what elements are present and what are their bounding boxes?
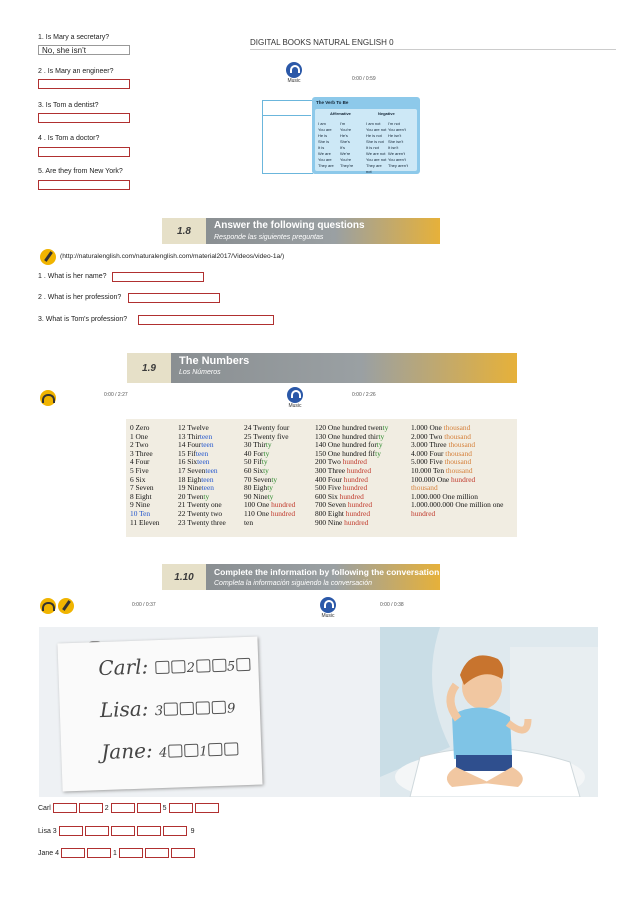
pencil-icon — [40, 249, 56, 265]
verb-table-cell: She is not — [366, 139, 384, 144]
profile-answer-2[interactable] — [128, 293, 220, 303]
number-entry: 2.000 Two thousand — [411, 431, 471, 441]
profile-answer-1[interactable] — [112, 272, 204, 282]
number-entry: 23 Twenty three — [178, 517, 226, 527]
number-entry: 10.000 Ten thousand — [411, 465, 473, 475]
number-entry: 7 Seven — [130, 483, 154, 493]
verb-table-cell: You are not — [366, 127, 387, 132]
question-4-answer[interactable] — [38, 147, 130, 157]
verb-table-cell: You aren't — [388, 127, 406, 132]
number-entry: 50 Fifty — [244, 457, 268, 467]
number-entry: 60 Sixty — [244, 465, 269, 475]
number-entry: 400 Four hundred — [315, 474, 368, 484]
verb-table-cell: They're — [340, 163, 354, 168]
verb-table-cell: I'm — [340, 121, 346, 126]
music-icon — [286, 62, 302, 78]
question-4-label: 4 . Is Tom a doctor? — [38, 135, 100, 142]
digit-box[interactable] — [111, 826, 135, 836]
question-3-answer[interactable] — [38, 113, 130, 123]
number-entry: 500 Five hundred — [315, 483, 368, 493]
verb-table-cell: They aren't — [388, 163, 408, 168]
section-title: Answer the following questions — [214, 220, 365, 231]
verb-table-cell: He is not — [366, 133, 382, 138]
verb-table-cell: It isn't — [388, 145, 399, 150]
fill-row-carl: Carl 2 5 — [38, 803, 221, 813]
fill-row-lisa: Lisa 3 9 — [38, 827, 195, 835]
number-entry: 25 Twenty five — [244, 431, 289, 441]
music-icon — [287, 387, 303, 403]
section-subtitle: Los Números — [179, 369, 221, 376]
verb-table-cell: We are not — [366, 151, 386, 156]
number-entry: 100 One hundred — [244, 500, 296, 510]
section-number: 1.10 — [162, 564, 206, 590]
verb-table-cell: You're — [340, 157, 352, 162]
number-entry: 12 Twelve — [178, 423, 209, 432]
audio-time-right: 0:00 / 0:38 — [380, 602, 404, 608]
profile-question-3: 3. What is Tom's profession? — [38, 316, 128, 323]
number-entry: 1 One — [130, 431, 148, 441]
section-number: 1.8 — [162, 218, 206, 244]
note-paper — [57, 637, 262, 792]
number-entry: 15 Fifteen — [178, 448, 209, 458]
music-player-2[interactable] — [285, 387, 305, 409]
verb-table-cell: You're — [340, 127, 352, 132]
verb-table — [312, 97, 420, 174]
verb-table-cell: He is — [318, 133, 328, 138]
number-entry: 4 Four — [130, 457, 150, 467]
pencil-icon — [58, 598, 74, 614]
number-entry: 10 Ten — [130, 508, 151, 518]
digit-box[interactable] — [79, 803, 103, 813]
number-entry: 6 Six — [130, 474, 146, 484]
headphones-icon[interactable] — [40, 390, 56, 406]
digit-box[interactable] — [145, 848, 169, 858]
number-entry: 900 Nine hundred — [315, 517, 369, 527]
verb-table-negative: Negative — [378, 111, 395, 116]
verb-table-title: The Verb To Be — [316, 100, 349, 105]
note-line-carl: Carl: 2 5 — [98, 651, 252, 680]
verb-table-cell: I am not — [366, 121, 381, 126]
verb-table-cell: We aren't — [388, 151, 405, 156]
verb-table-cell: He's — [340, 133, 348, 138]
verb-table-cell: You are — [318, 157, 332, 162]
number-entry: 100.000 One hundred — [411, 474, 476, 484]
verb-table-cell: You are — [318, 127, 332, 132]
number-entry: 1.000 One thousand — [411, 423, 471, 432]
digit-box[interactable] — [169, 803, 193, 813]
verb-table-cell: It's — [340, 145, 345, 150]
digit-box[interactable] — [111, 803, 135, 813]
verb-table-rows — [318, 121, 416, 174]
verb-table-cell: You aren't — [388, 157, 406, 162]
profile-question-1: 1 . What is her name? — [38, 273, 107, 280]
verb-table-bracket — [262, 100, 313, 174]
numbers-col-1 — [130, 424, 159, 527]
number-entry: 21 Twenty one — [178, 500, 222, 510]
music-label: Music — [287, 78, 301, 84]
numbers-col-4 — [315, 424, 388, 527]
audio-time-1: 0:00 / 0:59 — [352, 76, 376, 82]
number-entry: 1.000.000 One million — [411, 491, 478, 501]
number-entry: 5 Five — [130, 465, 149, 475]
question-3-label: 3. Is Tom a dentist? — [38, 102, 99, 109]
number-entry: 30 Thirty — [244, 440, 272, 450]
verb-table-cell: You are not — [366, 157, 387, 162]
section-number: 1.9 — [127, 353, 171, 383]
section-1-9-banner — [127, 353, 517, 383]
header-divider — [250, 49, 616, 50]
number-entry: 22 Twenty two — [178, 508, 223, 518]
number-entry: 140 One hundred forty — [315, 440, 383, 450]
verb-table-cell: He isn't — [388, 133, 402, 138]
note-line-jane: Jane: 4 1 — [101, 735, 240, 764]
digit-box[interactable] — [53, 803, 77, 813]
number-entry: ten — [244, 517, 254, 527]
question-2-label: 2 . Is Mary an engineer? — [38, 68, 114, 75]
number-entry: 13 Thirteen — [178, 431, 213, 441]
verb-table-affirmative: Affirmative — [330, 111, 351, 116]
numbers-table — [126, 419, 517, 537]
number-entry: 120 One hundred twenty — [315, 423, 389, 432]
number-entry: 17 Seventeen — [178, 465, 218, 475]
audio-time-left: 0:00 / 0:37 — [132, 602, 156, 608]
question-5-label: 5. Are they from New York? — [38, 168, 123, 175]
music-label: Music — [321, 613, 335, 619]
music-label: Music — [288, 403, 302, 409]
verb-table-cell: I am — [318, 121, 326, 126]
digit-box[interactable] — [85, 826, 109, 836]
section-subtitle: Responde las siguientes preguntas — [214, 234, 324, 241]
number-entry: 2 Two — [130, 440, 149, 450]
verb-table-cell: She's — [340, 139, 350, 144]
number-entry: hundred — [411, 508, 436, 518]
number-entry: 200 Two hundred — [315, 457, 367, 467]
digit-box[interactable] — [137, 803, 161, 813]
profile-question-2: 2 . What is her profession? — [38, 294, 122, 301]
number-entry: 16 Sixteen — [178, 457, 210, 467]
number-entry: 0 Zero — [130, 423, 150, 432]
section-1-8-banner — [162, 218, 440, 244]
music-player-1[interactable] — [284, 62, 304, 84]
digit-box[interactable] — [171, 848, 195, 858]
verb-table-cell: It is — [318, 145, 325, 150]
section-title: Complete the information by following the conversation — [214, 567, 440, 577]
question-5-answer[interactable] — [38, 180, 130, 190]
number-entry: 130 One hundred thirty — [315, 431, 385, 441]
number-entry: 4.000 Four thousand — [411, 448, 472, 458]
number-entry: 19 Nineteen — [178, 483, 214, 493]
question-1-label: 1. Is Mary a secretary? — [38, 34, 110, 41]
verb-table-row — [318, 163, 416, 174]
music-player-3[interactable] — [318, 597, 338, 619]
number-entry: 90 Ninety — [244, 491, 274, 501]
audio-time-left: 0:00 / 2:27 — [104, 392, 128, 398]
verb-table-cell: We are — [318, 151, 331, 156]
verb-table-cell: I'm not — [388, 121, 400, 126]
number-entry: 600 Six hundred — [315, 491, 364, 501]
digit-box[interactable] — [59, 826, 83, 836]
number-entry: 24 Twenty four — [244, 423, 290, 432]
audio-time-right: 0:00 / 2:26 — [352, 392, 376, 398]
fill-row-jane: Jane 4 1 — [38, 848, 197, 858]
question-1-answer[interactable]: No, she isn’t — [38, 45, 130, 55]
verb-table-cell: It is not — [366, 145, 379, 150]
page-title: DIGITAL BOOKS NATURAL ENGLISH 0 — [250, 38, 394, 47]
numbers-col-5 — [411, 424, 503, 519]
number-entry: 1.000.000.000 One million one — [411, 500, 504, 510]
number-entry: 20 Twenty — [178, 491, 210, 501]
music-icon — [320, 597, 336, 613]
numbers-col-2 — [178, 424, 226, 527]
number-entry: 3.000 Three thousand — [411, 440, 476, 450]
number-entry: 40 Forty — [244, 448, 270, 458]
number-entry: 5.000 Five thousand — [411, 457, 472, 467]
number-entry: 110 One hundred — [244, 508, 296, 518]
digit-box[interactable] — [61, 848, 85, 858]
headphones-icon[interactable] — [40, 598, 56, 614]
number-entry: 800 Eight hundred — [315, 508, 371, 518]
number-entry: thousand — [411, 483, 438, 493]
verb-table-cell: She isn't — [388, 139, 404, 144]
question-2-answer[interactable] — [38, 79, 130, 89]
number-entry: 300 Three hundred — [315, 465, 372, 475]
number-entry: 9 Nine — [130, 500, 150, 510]
numbers-col-3 — [244, 424, 295, 527]
profile-answer-3[interactable] — [138, 315, 274, 325]
digit-box[interactable] — [119, 848, 143, 858]
verb-table-cell: They are not — [366, 163, 382, 174]
video-link[interactable]: (http://naturalenglish.com/naturalenglish.com/material2017/Videos/video-1a/) — [60, 253, 285, 260]
verb-table-cell: They are — [318, 163, 334, 168]
number-entry: 3 Three — [130, 448, 153, 458]
digit-box[interactable] — [195, 803, 219, 813]
number-entry: 150 One hundred fifty — [315, 448, 381, 458]
verb-table-cell: She is — [318, 139, 330, 144]
number-entry: 14 Fourteen — [178, 440, 214, 450]
digit-box[interactable] — [163, 826, 187, 836]
man-on-phone-drawing — [380, 627, 598, 797]
number-entry: 8 Eight — [130, 491, 152, 501]
section-title: The Numbers — [179, 355, 250, 367]
number-entry: 70 Seventy — [244, 474, 278, 484]
number-entry: 11 Eleven — [130, 517, 160, 527]
section-1-10-banner — [162, 564, 440, 590]
number-entry: 80 Eighty — [244, 483, 273, 493]
section-subtitle: Completa la información siguiendo la conversación — [214, 580, 372, 587]
note-line-lisa: Lisa: 3 9 — [99, 696, 236, 723]
verb-table-cell: We're — [340, 151, 351, 156]
man-on-phone-illustration — [380, 627, 598, 797]
number-entry: 700 Seven hundred — [315, 500, 373, 510]
digit-box[interactable] — [87, 848, 111, 858]
digit-box[interactable] — [137, 826, 161, 836]
number-entry: 18 Eighteen — [178, 474, 214, 484]
